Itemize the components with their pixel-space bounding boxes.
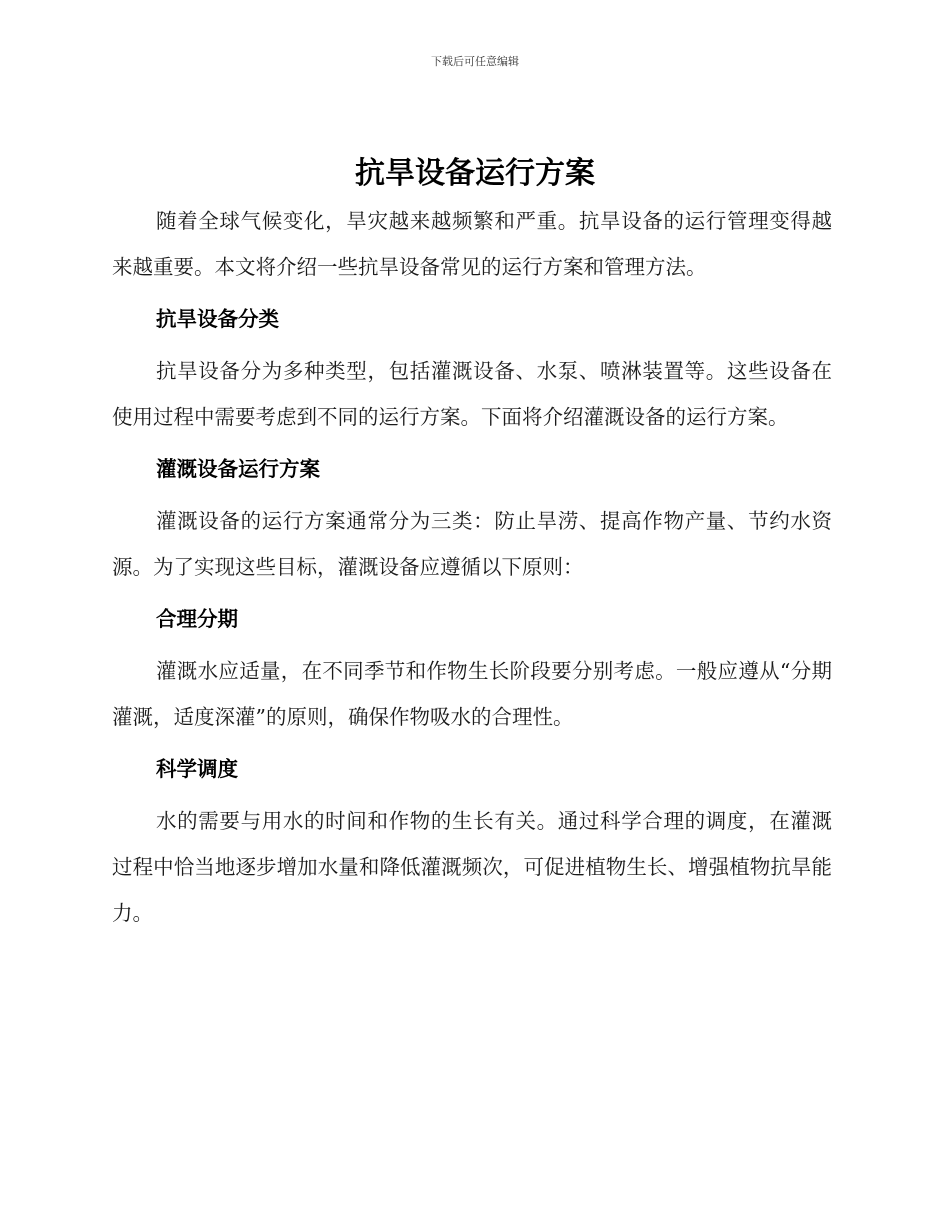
- document-title: 抗旱设备运行方案: [355, 156, 595, 191]
- section-paragraph: 水的需要与用水的时间和作物的生长有关。通过科学合理的调度，在灌溉过程中恰当地逐步增加水量和降低灌溉频次，可促进植物生长、增强植物抗旱能力。: [112, 809, 832, 925]
- page-header: 下载后可任意编辑: [431, 55, 519, 68]
- section-paragraph: 抗旱设备分为多种类型，包括灌溉设备、水泵、喷淋装置等。这些设备在使用过程中需要考虑到不同的运行方案。下面将介绍灌溉设备的运行方案。: [112, 359, 832, 429]
- intro-paragraph: 随着全球气候变化，旱灾越来越频繁和严重。抗旱设备的运行管理变得越来越重要。本文将介绍一些抗旱设备常见的运行方案和管理方法。: [112, 209, 832, 279]
- section-paragraph: 灌溉水应适量，在不同季节和作物生长阶段要分别考虑。一般应遵从“分期灌溉，适度深灌”的原则，确保作物吸水的合理性。: [112, 659, 832, 729]
- document-body: [112, 198, 832, 936]
- section-paragraph: 灌溉设备的运行方案通常分为三类：防止旱涝、提高作物产量、节约水资源。为了实现这些目标，灌溉设备应遵循以下原则：: [112, 509, 832, 579]
- section-heading: 科学调度: [156, 757, 238, 781]
- section-heading: 合理分期: [156, 607, 238, 631]
- section-heading: 灌溉设备运行方案: [156, 457, 320, 481]
- section-heading: 抗旱设备分类: [156, 307, 279, 331]
